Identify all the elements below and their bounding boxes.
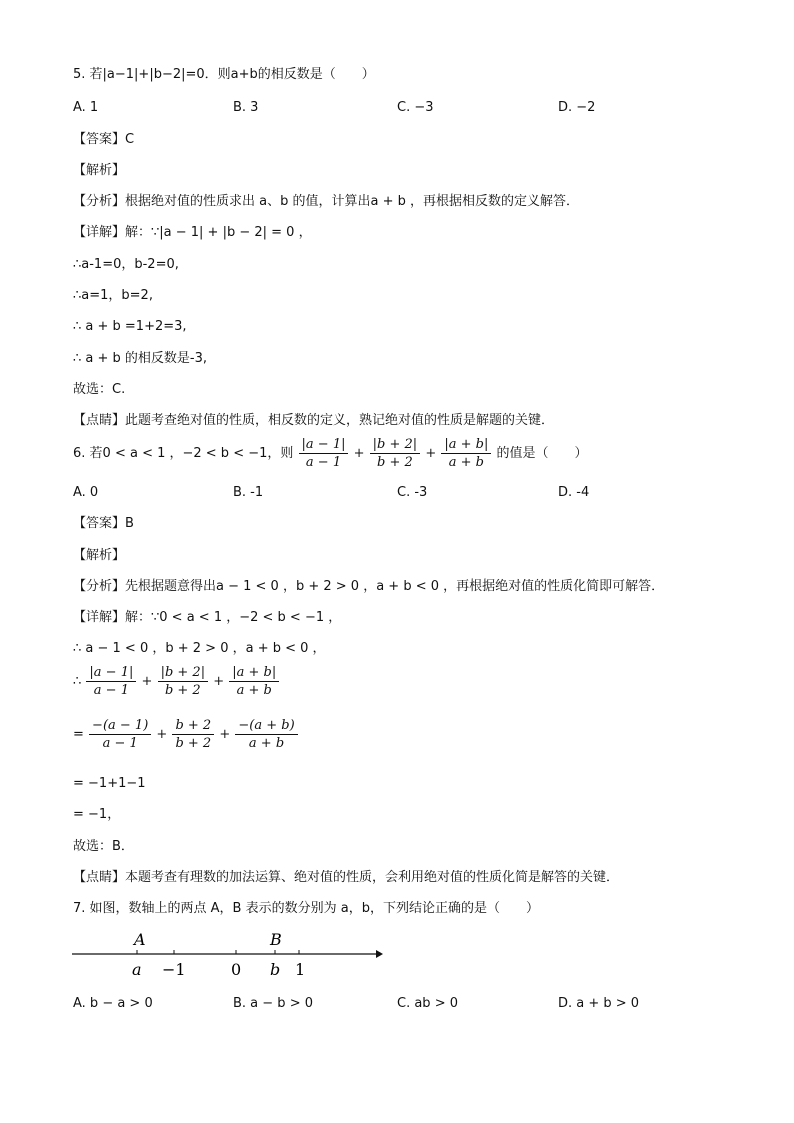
point-a-label: A [134, 930, 146, 949]
q6-answer: 【答案】B [73, 516, 134, 531]
q5-option-a: A. 1 [73, 100, 99, 115]
axis-label-1: 1 [295, 960, 306, 979]
q6-choose: 故选：B． [73, 839, 134, 854]
axis-label-a: a [132, 960, 142, 979]
q6-step2-frac-3: $\frac{|a + b|}{a + b}$ [229, 664, 279, 699]
q5-dianjing: 【点睛】此题考查绝对值的性质，相反数的定义，熟记绝对值的性质是解题的关键． [73, 413, 555, 428]
q6-step-2: ∴ $\frac{|a - 1|}{a - 1}$ + $\frac{|b + 2|}{b + 2}$ + $\frac{|a + b|}{a + b}$ [73, 664, 280, 699]
axis-label-minus-1: −1 [162, 960, 186, 979]
q7-option-a: A. b − a > 0 [73, 996, 153, 1011]
q5-option-d: D. −2 [558, 100, 596, 115]
q6-step3-frac-1: $\frac{-(a - 1)}{a - 1}$ [89, 717, 151, 752]
q6-step-5: = −1， [73, 807, 121, 822]
q5-step-2: ∴a=1，b=2, [73, 288, 153, 303]
q6-step2-frac-1: $\frac{|a - 1|}{a - 1}$ [86, 664, 136, 699]
q6-step-1: ∴ a − 1 < 0 ，b + 2 > 0 ，a + b < 0 ， [73, 641, 326, 656]
q6-option-a: A. 0 [73, 485, 99, 500]
q5-analysis-head: 【解析】 [73, 163, 126, 178]
q6-stem-frac-1: $\frac{|a - 1|}{a - 1}$ [299, 436, 349, 471]
q7-option-c: C. ab > 0 [397, 996, 458, 1011]
q5-xiangjie: 【详解】解：∵|a − 1| + |b − 2| = 0 ， [73, 225, 312, 240]
q7-option-b: B. a − b > 0 [233, 996, 313, 1011]
q5-option-b: B. 3 [233, 100, 259, 115]
q6-option-b: B. -1 [233, 485, 264, 500]
q6-step3-frac-2: $\frac{b + 2}{b + 2}$ [172, 717, 214, 752]
q6-step3-frac-3: $\frac{-(a + b)}{a + b}$ [235, 717, 297, 752]
axis-label-0: 0 [231, 960, 242, 979]
q5-option-c: C. −3 [397, 100, 434, 115]
q6-stem: 6. 若0 < a < 1 ，−2 < b < −1，则 $\frac{|a - 1|}{a - 1}$ + $\frac{|b + 2|}{b + 2}$ + $\frac{|a + b|}{a + b}$ 的值是（ ） [73, 437, 588, 470]
q7-option-d: D. a + b > 0 [558, 996, 640, 1011]
q6-step2-frac-2: $\frac{|b + 2|}{b + 2}$ [158, 664, 209, 699]
point-b-label: B [270, 930, 282, 949]
q6-stem-frac-2: $\frac{|b + 2|}{b + 2}$ [370, 436, 421, 471]
axis-label-b: b [270, 960, 281, 979]
q6-stem-suffix: 的值是（ ） [496, 445, 588, 461]
q5-step-5: 故选：C. [73, 382, 126, 397]
q5-step-1: ∴a-1=0，b-2=0, [73, 257, 179, 272]
q6-step-3: = $\frac{-(a - 1)}{a - 1}$ + $\frac{b + 2}{b + 2}$ + $\frac{-(a + b)}{a + b}$ [73, 717, 299, 752]
q6-option-d: D. -4 [558, 485, 590, 500]
axis-arrow [376, 950, 383, 958]
q6-step-4: = −1+1−1 [73, 776, 146, 791]
q6-xiangjie: 【详解】解：∵0 < a < 1 ，−2 < b < −1 ， [73, 610, 342, 625]
q5-stem: 5. 若|a−1|+|b−2|=0．则a+b的相反数是（ ） [73, 67, 375, 82]
q6-analysis-head: 【解析】 [73, 548, 126, 563]
q7-stem: 7. 如图，数轴上的两点 A，B 表示的数分别为 a，b，下列结论正确的是（ ） [73, 901, 539, 916]
q6-fenxi: 【分析】先根据题意得出a − 1 < 0 ，b + 2 > 0 ，a + b < 0 ，再根据绝对值的性质化简即可解答． [73, 579, 665, 594]
q6-dianjing: 【点睛】本题考查有理数的加法运算、绝对值的性质，会利用绝对值的性质化简是解答的关键． [73, 870, 620, 885]
q5-answer: 【答案】C [73, 132, 135, 147]
q5-step-4: ∴ a + b 的相反数是-3, [73, 351, 208, 366]
number-line [70, 925, 390, 985]
q6-option-c: C. -3 [397, 485, 428, 500]
q6-stem-frac-3: $\frac{|a + b|}{a + b}$ [441, 436, 491, 471]
q5-fenxi: 【分析】根据绝对值的性质求出 a、b 的值，计算出a + b ，再根据相反数的定义解答． [73, 194, 579, 209]
q6-stem-prefix: 6. 若0 < a < 1 ，−2 < b < −1，则 [73, 445, 294, 461]
q5-step-3: ∴ a + b =1+2=3, [73, 319, 187, 334]
